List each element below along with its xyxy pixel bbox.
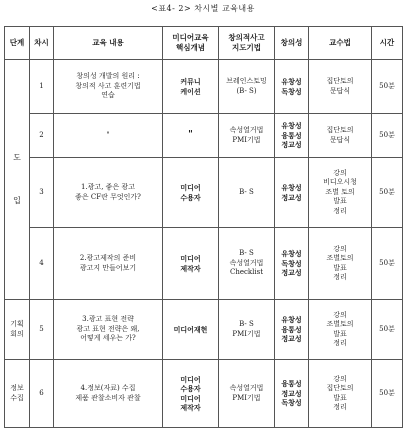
cell-line: 미디어 [180, 183, 201, 193]
table-row [5, 300, 403, 360]
creativity-cell [275, 60, 309, 114]
cell-line: 속성열거법 [229, 126, 264, 135]
cell-line: 조별토의 [326, 320, 354, 329]
cell-line: 정교성 [281, 334, 302, 344]
cell-line: 케이션 [180, 86, 201, 96]
cell-line: 50분 [379, 324, 395, 333]
cell-line: 미디어 [180, 374, 201, 384]
cell-line: 속성열거법 [229, 258, 264, 267]
table-header-row [5, 27, 403, 60]
cell-line: 회의 [10, 329, 24, 338]
cell-line: 창의성 [280, 37, 303, 47]
cell-line: 강의 [333, 168, 347, 177]
header-time [372, 27, 403, 60]
cell-line: 집단토의 [326, 77, 354, 86]
creativity-cell [275, 228, 309, 300]
cell-line: 50분 [379, 388, 395, 397]
header-technique [219, 27, 275, 60]
creativity-cell [275, 300, 309, 360]
cell-line: 핵심개념 [176, 43, 205, 52]
creativity-cell [275, 114, 309, 158]
cell-line: 50분 [379, 187, 395, 196]
cell-line: 광고지 만들어보기 [79, 263, 137, 272]
cell-line: 발표 [333, 393, 347, 402]
technique-cell [219, 114, 275, 158]
cell-line: 유창성 [281, 249, 302, 259]
cell-line: 정리 [333, 402, 347, 411]
cell-line: 문답식 [329, 86, 351, 95]
cell-line: 시간 [379, 37, 395, 47]
cell-line: 교육 내용 [92, 37, 124, 47]
cell-line: 교수법 [329, 37, 351, 47]
cell-line: 연습 [101, 91, 115, 100]
cell-line: 수용자 [180, 192, 201, 202]
cell-line: 융통성 [281, 130, 302, 140]
cell-line: 미디어 [180, 254, 201, 264]
session-cell [30, 228, 54, 300]
content-cell [54, 60, 163, 114]
concept-cell [163, 300, 219, 360]
method-cell [309, 300, 372, 360]
method-cell [309, 360, 372, 428]
cell-line: 4.정보(자료) 수집 [80, 384, 136, 393]
cell-line: 창의적사고 [228, 32, 265, 42]
content-cell [54, 360, 163, 428]
cell-line: 독창성 [281, 258, 302, 268]
cell-line: 50분 [379, 130, 395, 139]
content-cell [54, 228, 163, 300]
cell-line: B- S [239, 320, 254, 329]
cell-line: 50분 [379, 81, 395, 90]
session-cell [30, 360, 54, 428]
cell-line: 커뮤니 [180, 77, 201, 87]
cell-line: 정교성 [281, 388, 302, 398]
cell-line: 50분 [379, 258, 395, 267]
cell-line: 발표 [333, 263, 347, 272]
cell-line: 도 [13, 152, 21, 162]
session-cell [30, 158, 54, 228]
cell-line: 5 [39, 324, 44, 333]
cell-line: 미디어 [180, 393, 201, 403]
cell-line: Checklist [229, 268, 264, 277]
method-cell [309, 60, 372, 114]
concept-cell [163, 360, 219, 428]
cell-line: PMI기법 [232, 135, 261, 144]
cell-line: 독창성 [281, 398, 302, 408]
method-cell [309, 158, 372, 228]
method-cell [309, 228, 372, 300]
cell-line: 좋은 CF란 무엇인가? [75, 192, 141, 201]
header-concept [163, 27, 219, 60]
table-caption: <표4- 2> 차시별 교육내용 [151, 4, 255, 13]
technique-cell [219, 300, 275, 360]
cell-line: 단계 [9, 37, 25, 47]
session-cell [30, 60, 54, 114]
cell-line: 유창성 [281, 77, 302, 87]
technique-cell [219, 228, 275, 300]
cell-line: 미디어재현 [173, 324, 208, 334]
cell-line: 유창성 [281, 183, 302, 193]
concept-cell [163, 158, 219, 228]
technique-cell [219, 158, 275, 228]
cell-line: 정교성 [281, 192, 302, 202]
cell-line: 융통성 [281, 379, 302, 389]
time-cell [372, 300, 403, 360]
cell-line: 차시 [34, 37, 49, 47]
table-row [5, 60, 403, 114]
cell-line: PMI기법 [232, 393, 261, 402]
cell-line: 속성열거법 [229, 384, 264, 393]
table-row [5, 158, 403, 228]
cell-line: 기획 [10, 320, 24, 329]
cell-line: 유창성 [281, 121, 302, 131]
cell-line [6, 163, 28, 174]
creativity-cell [275, 360, 309, 428]
cell-line: 조별 토의 [325, 187, 355, 196]
cell-line: B- S [239, 187, 254, 196]
cell-line: 정리 [333, 206, 347, 215]
cell-line: 정교성 [281, 140, 302, 150]
cell-line [6, 174, 28, 185]
cell-line: PMI기법 [232, 329, 261, 338]
cell-line: 입 [13, 195, 21, 205]
table-row [5, 228, 403, 300]
cell-line: 2 [39, 130, 44, 139]
cell-line: 미디어교육 [172, 32, 209, 42]
cell-line: 1.광고, 좋은 광고 [81, 183, 135, 192]
concept-cell [163, 114, 219, 158]
time-cell [372, 114, 403, 158]
cell-line: 6 [39, 388, 44, 397]
time-cell [372, 228, 403, 300]
concept-cell [163, 60, 219, 114]
cell-line [6, 185, 28, 196]
cell-line: 강의 [333, 244, 347, 253]
cell-line: 유창성 [281, 315, 302, 325]
cell-line: 발표 [333, 329, 347, 338]
cell-line: 집단토의 [326, 384, 354, 393]
content-cell [54, 158, 163, 228]
cell-line: 제작자 [180, 263, 201, 273]
stage-cell-info [5, 360, 30, 428]
cell-line: 4 [39, 258, 44, 267]
header-creativity [275, 27, 309, 60]
time-cell [372, 360, 403, 428]
cell-line: 수집 [10, 393, 24, 402]
cell-line: 창의성 개발의 원리 : [76, 72, 140, 81]
cell-line: 제품 관찰소비자 관찰 [75, 393, 141, 402]
header-session [30, 27, 54, 60]
method-cell [309, 114, 372, 158]
header-stage [5, 27, 30, 60]
technique-cell [219, 60, 275, 114]
header-method [309, 27, 372, 60]
concept-cell [163, 228, 219, 300]
cell-line: 강의 [333, 310, 347, 319]
time-cell [372, 60, 403, 114]
cell-line: 3 [39, 187, 44, 196]
header-content [54, 27, 163, 60]
stage-cell-planning [5, 300, 30, 360]
cell-line: 1 [39, 81, 44, 90]
time-cell [372, 158, 403, 228]
stage-cell-intro [5, 60, 30, 300]
cell-line: 집단토의 [326, 126, 354, 135]
cell-line: (B- S) [236, 86, 257, 95]
session-cell [30, 300, 54, 360]
cell-line: 2.광고제작의 준비 [79, 254, 137, 263]
cell-line: 강의 [333, 374, 347, 383]
cell-line: 제작자 [180, 402, 201, 412]
content-cell [54, 114, 163, 158]
technique-cell [219, 360, 275, 428]
cell-line: 발표 [333, 197, 347, 206]
cell-line: B- S [239, 249, 254, 258]
lesson-plan-table [4, 26, 403, 428]
cell-line: 창의적 사고 훈련기법 [75, 81, 141, 90]
cell-line: 광고 표현 전략은 왜, [76, 324, 140, 333]
cell-line: 정보 [10, 384, 24, 393]
cell-line: 독창성 [281, 86, 302, 96]
cell-line: 브레인스토밍 [226, 77, 267, 86]
cell-line: 수용자 [180, 384, 201, 394]
cell-line: 정리 [333, 338, 347, 347]
cell-line: 3.광고 표현 전략 [82, 315, 134, 324]
creativity-cell [275, 158, 309, 228]
table-row [5, 114, 403, 158]
cell-line: 정교성 [281, 268, 302, 278]
cell-line: 조별토의 [326, 254, 354, 263]
table-row [5, 360, 403, 428]
cell-line: 비디오시청 [323, 178, 357, 187]
cell-line: " [106, 130, 110, 139]
session-cell [30, 114, 54, 158]
cell-line: " [188, 130, 193, 141]
content-cell [54, 300, 163, 360]
cell-line: 어떻게 세우는 가? [80, 334, 136, 343]
cell-line: 문답식 [329, 135, 351, 144]
cell-line: 지도기법 [232, 43, 261, 52]
cell-line: 융통성 [281, 324, 302, 334]
cell-line: 정리 [333, 272, 347, 281]
